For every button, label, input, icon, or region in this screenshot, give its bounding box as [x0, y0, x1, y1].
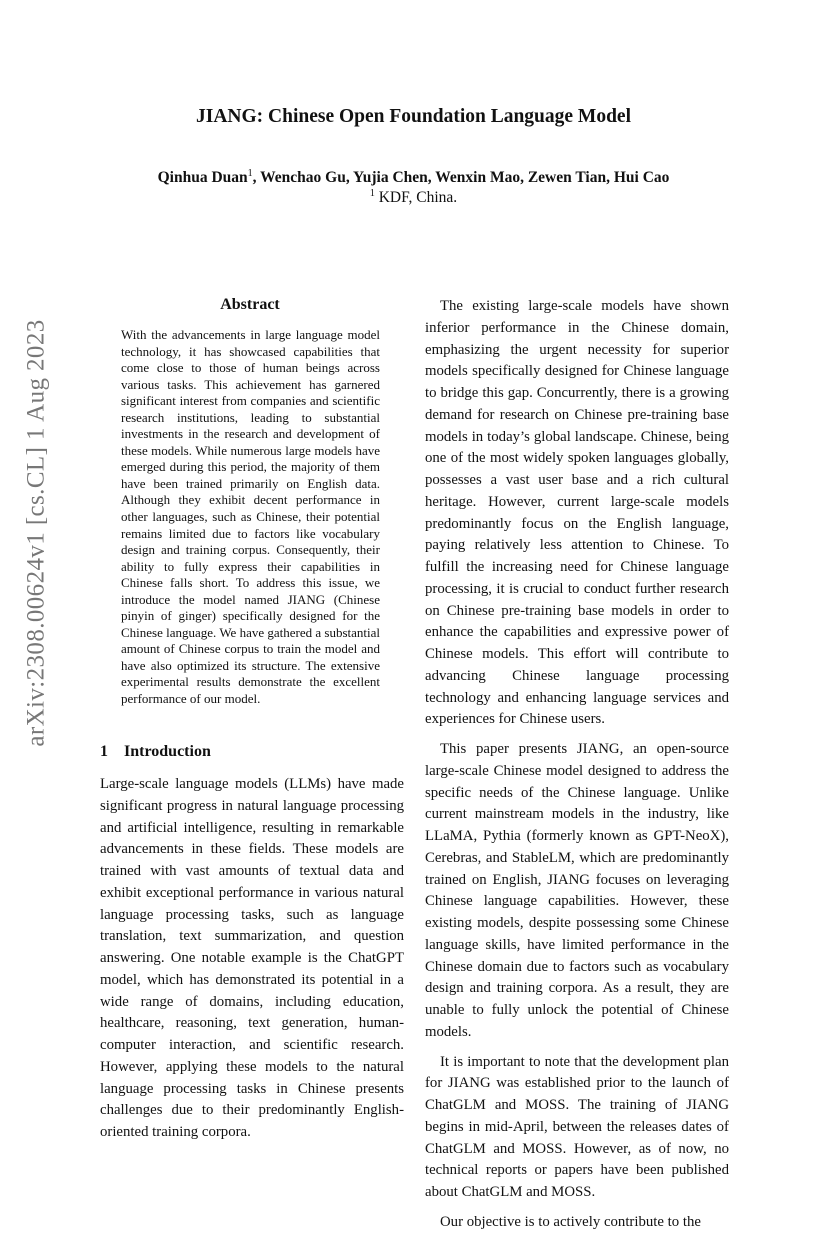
paper-title: JIANG: Chinese Open Foundation Language Model — [195, 106, 632, 127]
other-authors: , Wenchao Gu, Yujia Chen, Wenxin Mao, Zewen Tian, Hui Cao — [252, 169, 670, 187]
abstract-body — [121, 327, 380, 708]
first-author-affiliation-mark: 1 — [247, 168, 253, 179]
section-heading-introduction — [100, 743, 410, 761]
section-number: 1 — [100, 743, 108, 760]
introduction-paragraph-3: This paper presents JIANG, an open-source large-scale Chinese model designed to address the specific needs of the Chinese language. Unlike current mainstream models in the industry, like LLaMA, Pythia (formerly known as GPT-NeoX), Cerebras, and StableLM, which are predominantly trained on English, JIANG focuses on leveraging Chinese language capabilities. However, these existing models, despite possessing some Chinese language skills, have limited performance in the Chinese domain due to factors such as vocabulary design and training corpora. As a result, they are unable to fully unlock the potential of Chinese models. — [425, 741, 729, 1040]
introduction-paragraph-4: It is important to note that the development plan for JIANG was established prior to the launch of ChatGLM and MOSS. The training of JIANG begins in mid-April, between the releases dates of ChatGLM and MOSS. However, as of now, no technical reports or papers have been published about ChatGLM and MOSS. — [425, 1053, 729, 1200]
author-list — [0, 168, 827, 187]
introduction-paragraph-1: Large-scale language models (LLMs) have made significant progress in natural language processing and artificial intelligence, resulting in remarkable advancements in these fields. These models are trained with vast amounts of textual data and exhibit exceptional performance in various natural language processing tasks, such as language translation, text summarization, and question answering. One notable example is the ChatGPT model, which has demonstrated its potential in a wide range of domains, including education, healthcare, reasoning, text generation, human-computer interaction, and scientific research. However, applying these models to the natural language processing tasks in Chinese presents challenges due to their predominantly English-oriented training corpora. — [100, 776, 404, 1140]
abstract-heading: Abstract — [220, 296, 280, 313]
introduction-left-column — [100, 774, 404, 1144]
abstract-text: With the advancements in large language model technology, it has showcased capabilities that come close to those of human beings across various tasks. This achievement has garnered significant interest from companies and scientific research institutions, leading to substantial investments in the research and development of these models. While numerous large models have emerged during this period, the majority of them have been trained primarily on English data. Although they exhibit decent performance in other languages, such as Chinese, their potential remains limited due to factors like vocabulary design and training corpus. Consequently, their ability to fully express their capabilities in Chinese falls short. To address this issue, we introduce the model named JIANG (Chinese pinyin of ginger) specifically designed for the Chinese language. We have gathered a substantial amount of Chinese corpus to train the model and have also optimized its structure. The extensive experimental results demonstrate the excellent performance of our model. — [121, 327, 380, 707]
affiliation-mark: 1 — [369, 188, 375, 199]
arxiv-identifier-stamp — [18, 319, 56, 747]
section-title: Introduction — [124, 743, 211, 760]
introduction-paragraph-2: The existing large-scale models have shown inferior performance in the Chinese domain, emphasizing the urgent necessity for superior models specifically designed for Chinese language to bridge this gap. Concurrently, there is a growing demand for research on Chinese pre-training base models in today’s global landscape. Chinese, being one of the most widely spoken languages globally, possesses a vast user base and a rich cultural heritage. However, current large-scale models predominantly focus on the English language, paying relatively less attention to Chinese. To fulfill the increasing need for Chinese language processing, it is crucial to conduct further research on Chinese pre-training base models in order to enhance the capabilities and expressive power of Chinese models. This effort will contribute to advancing Chinese language processing technology and enhancing language services and experiences for Chinese users. — [425, 298, 729, 728]
affiliation — [0, 188, 827, 207]
introduction-right-column — [425, 296, 729, 1242]
affiliation-name: KDF, China. — [378, 189, 458, 207]
introduction-paragraph-5: Our objective is to actively contribute to the — [440, 1213, 701, 1230]
first-author: Qinhua Duan — [157, 169, 248, 187]
arxiv-identifier-text: arXiv:2308.00624v1 [cs.CL] 1 Aug 2023 — [23, 319, 51, 747]
